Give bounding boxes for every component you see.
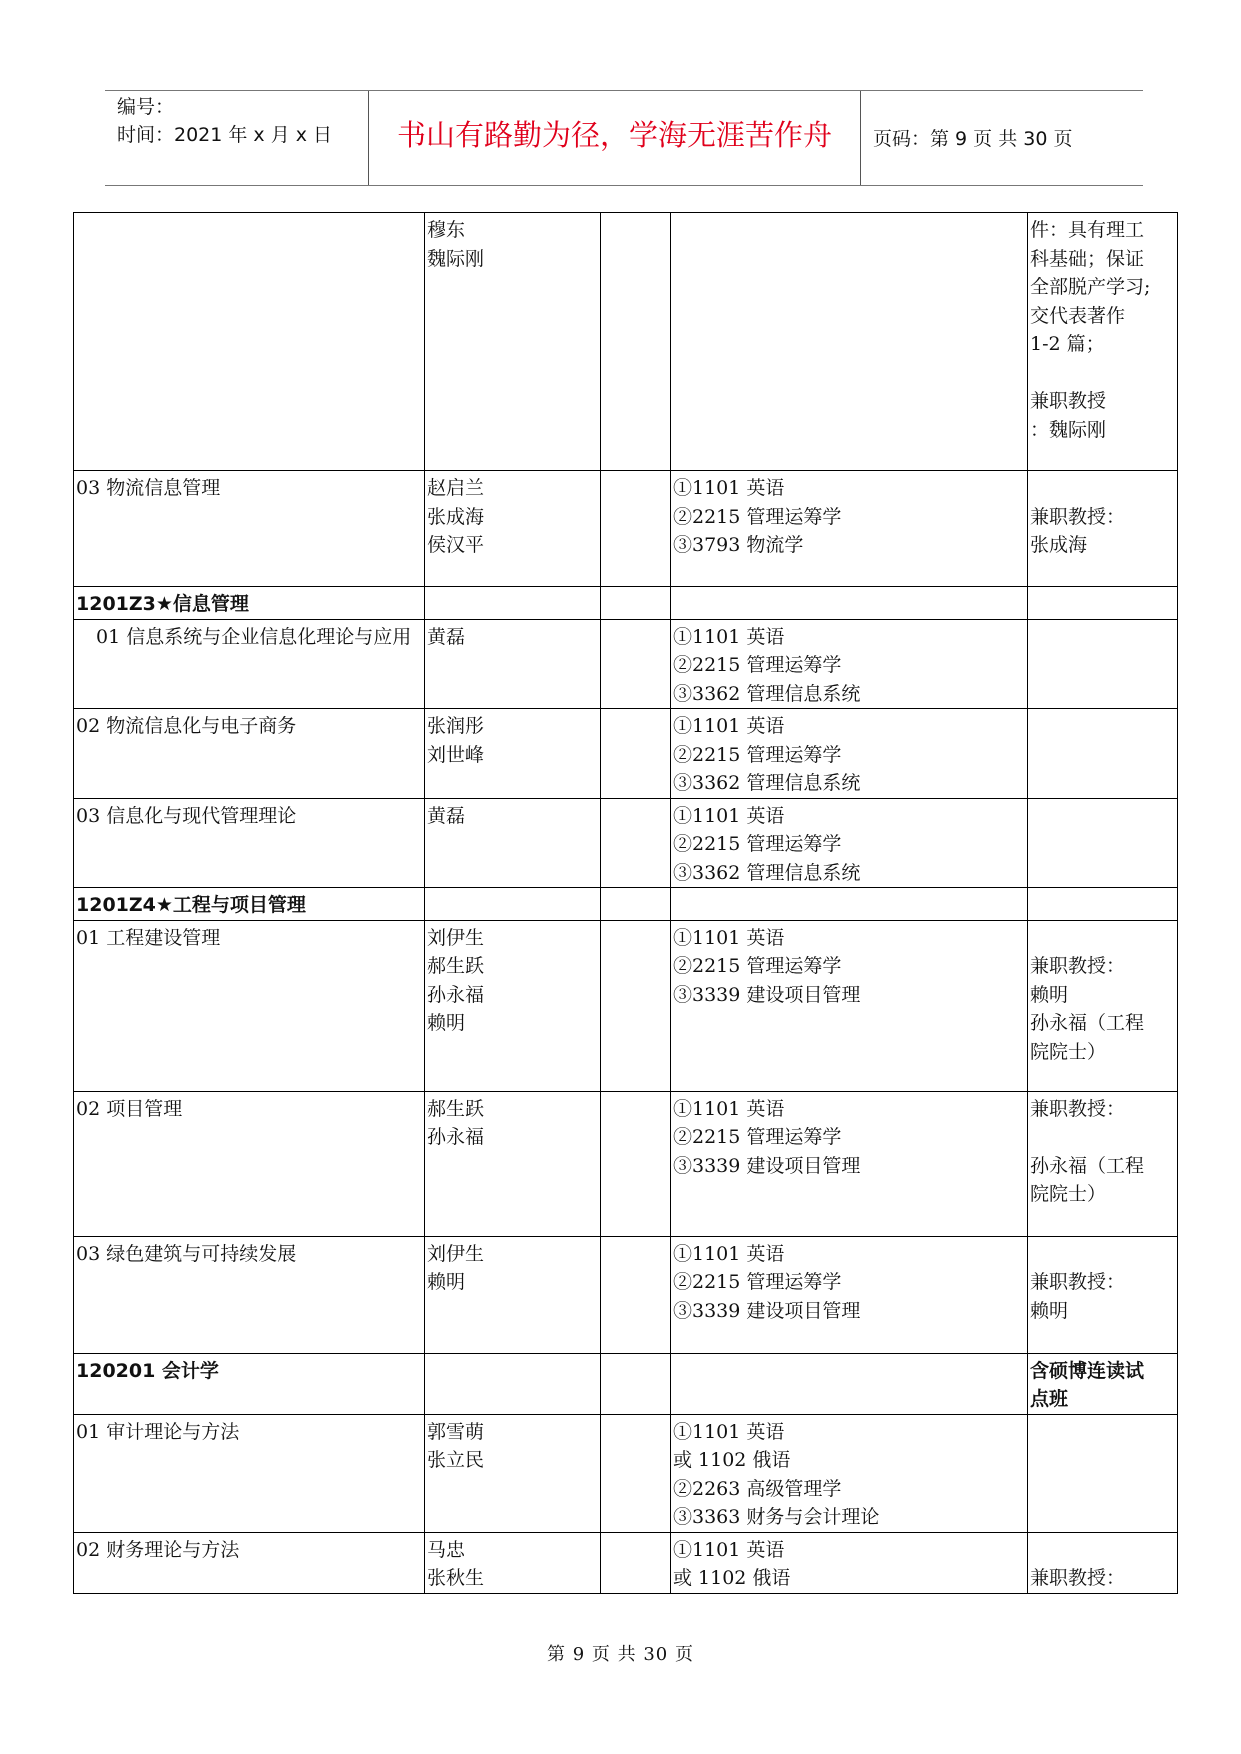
note-line [1030, 1240, 1175, 1269]
tutor-name: 张秋生 [427, 1567, 485, 1589]
header-time-label: 时间：2021 年 x 月 x 日 [117, 124, 333, 146]
note-line: 兼职教授： [1030, 1097, 1126, 1120]
blank-cell [601, 709, 671, 799]
direction-cell: 01 工程建设管理 [74, 920, 425, 1091]
table-row [74, 920, 1178, 1091]
note-line: 交代表著作 [1030, 304, 1126, 327]
exam-cell [671, 471, 1028, 587]
exam-subject: ②2215 管理运筹学 [673, 505, 842, 528]
tutor-name: 孙永福 [427, 983, 485, 1006]
tutor-cell [425, 1532, 601, 1593]
note-line: 张成海 [1030, 534, 1088, 556]
direction-cell: 03 信息化与现代管理理论 [74, 798, 425, 888]
exam-subject: ①1101 英语 [673, 1420, 785, 1443]
exam-subject: ②2215 管理运筹学 [673, 743, 842, 766]
exam-subject: ②2263 高级管理学 [673, 1477, 842, 1500]
exam-cell [671, 1091, 1028, 1236]
blank-cell [601, 471, 671, 587]
header-number-label: 编号： [117, 96, 175, 118]
note-line: 点班 [1030, 1388, 1069, 1410]
table-row [74, 1414, 1178, 1532]
exam-subject: ②2215 管理运筹学 [673, 1126, 842, 1148]
exam-subject: ①1101 英语 [673, 1097, 785, 1120]
exam-subject: 或 1102 俄语 [673, 1567, 791, 1589]
note-line: 含硕博连读试 [1030, 1359, 1145, 1382]
note-line: 院院士） [1030, 1040, 1107, 1063]
exam-subject: ②2215 管理运筹学 [673, 1271, 842, 1293]
tutor-cell [425, 709, 601, 799]
note-line [1030, 1536, 1175, 1565]
tutor-cell [425, 920, 601, 1091]
exam-subject: ①1101 英语 [673, 1538, 785, 1561]
note-cell [1028, 1091, 1178, 1236]
exam-subject: ①1101 英语 [673, 477, 785, 499]
table-row [74, 619, 1178, 709]
note-cell [1028, 1414, 1178, 1532]
note-line: 兼职教授： [1030, 505, 1126, 528]
tutor-name: 孙永福 [427, 1126, 485, 1148]
tutor-cell [425, 587, 601, 620]
direction-cell [74, 213, 425, 471]
note-cell [1028, 888, 1178, 921]
direction-cell: 01 信息系统与企业信息化理论与应用 [74, 619, 425, 709]
blank-cell [601, 1236, 671, 1353]
tutor-name: 赖明 [427, 1271, 466, 1293]
table-row [74, 1236, 1178, 1353]
exam-cell [671, 1236, 1028, 1353]
direction-cell: 03 绿色建筑与可持续发展 [74, 1236, 425, 1353]
exam-subject: ②2215 管理运筹学 [673, 654, 842, 676]
exam-cell [671, 213, 1028, 471]
tutor-name: 张立民 [427, 1449, 485, 1471]
category-title: 1201Z3★信息管理 [74, 587, 425, 620]
exam-cell [671, 1532, 1028, 1593]
exam-subject: ③3362 管理信息系统 [673, 861, 861, 884]
table-row [74, 709, 1178, 799]
tutor-cell [425, 213, 601, 471]
note-cell [1028, 709, 1178, 799]
exam-subject: ③3363 财务与会计理论 [673, 1506, 880, 1528]
table-row [74, 471, 1178, 587]
header-page-label: 页码：第 9 页 共 30 页 [873, 128, 1073, 150]
note-line: 赖明 [1030, 983, 1069, 1006]
tutor-cell [425, 1091, 601, 1236]
exam-subject: 或 1102 俄语 [673, 1449, 791, 1471]
header-motto: 书山有路勤为径，学海无涯苦作舟 [396, 118, 832, 152]
exam-cell [671, 920, 1028, 1091]
exam-cell [671, 888, 1028, 921]
direction-cell: 02 项目管理 [74, 1091, 425, 1236]
tutor-name: 刘伊生 [427, 1242, 485, 1265]
tutor-name: 郝生跃 [427, 1097, 485, 1120]
blank-cell [601, 888, 671, 921]
exam-subject: ①1101 英语 [673, 1242, 785, 1265]
exam-subject: ③3339 建设项目管理 [673, 1299, 861, 1322]
exam-cell [671, 709, 1028, 799]
note-cell [1028, 471, 1178, 587]
note-cell [1028, 920, 1178, 1091]
tutor-name: 刘世峰 [427, 743, 485, 766]
program-table [73, 212, 1178, 1594]
note-line: 兼职教授： [1030, 955, 1126, 977]
note-cell [1028, 213, 1178, 471]
exam-subject: ③3339 建设项目管理 [673, 983, 861, 1006]
tutor-name: 魏际刚 [427, 247, 485, 270]
note-line: 件：具有理工 [1030, 219, 1145, 241]
note-line: 赖明 [1030, 1299, 1069, 1322]
table-row [74, 1532, 1178, 1593]
tutor-name: 赵启兰 [427, 477, 485, 499]
tutor-cell [425, 471, 601, 587]
note-line [1030, 474, 1175, 503]
tutor-cell [425, 1414, 601, 1532]
exam-cell [671, 798, 1028, 888]
note-line: 科基础；保证 [1030, 247, 1145, 270]
exam-subject: ②2215 管理运筹学 [673, 955, 842, 977]
blank-cell [601, 1414, 671, 1532]
blank-cell [601, 1353, 671, 1414]
header-meta [117, 93, 367, 149]
exam-subject: ①1101 英语 [673, 715, 785, 737]
exam-cell [671, 619, 1028, 709]
tutor-name: 张成海 [427, 505, 485, 528]
tutor-name: 黄磊 [427, 625, 466, 648]
tutor-name: 赖明 [427, 1012, 466, 1034]
tutor-cell [425, 798, 601, 888]
direction-cell: 02 物流信息化与电子商务 [74, 709, 425, 799]
tutor-name: 刘伊生 [427, 926, 485, 949]
note-cell [1028, 587, 1178, 620]
tutor-cell [425, 619, 601, 709]
tutor-cell [425, 1236, 601, 1353]
note-line: 兼职教授 [1030, 390, 1107, 412]
note-line: 孙永福（工程 [1030, 1154, 1145, 1177]
tutor-name: 马忠 [427, 1538, 466, 1561]
table-row [74, 798, 1178, 888]
category-title: 1201Z4★工程与项目管理 [74, 888, 425, 921]
note-line [1030, 924, 1175, 953]
blank-cell [601, 920, 671, 1091]
tutor-name: 张润彤 [427, 715, 485, 737]
note-cell [1028, 1236, 1178, 1353]
blank-cell [601, 587, 671, 620]
table-row [74, 213, 1178, 471]
note-line: ：魏际刚 [1030, 418, 1107, 441]
tutor-name: 郭雪萌 [427, 1420, 485, 1443]
blank-cell [601, 1532, 671, 1593]
exam-cell [671, 1414, 1028, 1532]
blank-cell [601, 1091, 671, 1236]
tutor-name: 穆东 [427, 219, 466, 241]
note-cell [1028, 619, 1178, 709]
blank-cell [601, 619, 671, 709]
exam-subject: ③3362 管理信息系统 [673, 682, 861, 705]
header-divider [860, 91, 861, 185]
exam-cell [671, 587, 1028, 620]
note-cell [1028, 1532, 1178, 1593]
blank-cell [601, 213, 671, 471]
note-line: 孙永福（工程 [1030, 1012, 1145, 1034]
tutor-name: 侯汉平 [427, 534, 485, 556]
note-cell [1028, 798, 1178, 888]
tutor-name: 郝生跃 [427, 955, 485, 977]
note-line: 1-2 篇； [1030, 333, 1105, 355]
exam-subject: ②2215 管理运筹学 [673, 833, 842, 855]
note-line: 兼职教授： [1030, 1271, 1126, 1293]
note-line: 全部脱产学习; [1030, 276, 1151, 298]
direction-cell: 01 审计理论与方法 [74, 1414, 425, 1532]
category-title: 120201 会计学 [74, 1353, 425, 1414]
exam-subject: ③3793 物流学 [673, 534, 804, 556]
exam-subject: ①1101 英语 [673, 926, 785, 949]
table-row [74, 587, 1178, 620]
note-line [1030, 1123, 1175, 1152]
direction-cell: 03 物流信息管理 [74, 471, 425, 587]
exam-subject: ③3339 建设项目管理 [673, 1154, 861, 1177]
tutor-name: 黄磊 [427, 804, 466, 827]
direction-cell: 02 财务理论与方法 [74, 1532, 425, 1593]
page-header [105, 90, 1143, 186]
exam-subject: ①1101 英语 [673, 804, 785, 827]
page-footer: 第 9 页 共 30 页 [547, 1644, 694, 1665]
note-line [1030, 359, 1175, 388]
note-line: 兼职教授： [1030, 1567, 1126, 1589]
exam-subject: ①1101 英语 [673, 625, 785, 648]
exam-cell [671, 1353, 1028, 1414]
note-line: 院院士） [1030, 1183, 1107, 1205]
tutor-cell [425, 1353, 601, 1414]
blank-cell [601, 798, 671, 888]
note-cell [1028, 1353, 1178, 1414]
table-row [74, 1353, 1178, 1414]
table-row [74, 888, 1178, 921]
tutor-cell [425, 888, 601, 921]
exam-subject: ③3362 管理信息系统 [673, 772, 861, 794]
table-row [74, 1091, 1178, 1236]
